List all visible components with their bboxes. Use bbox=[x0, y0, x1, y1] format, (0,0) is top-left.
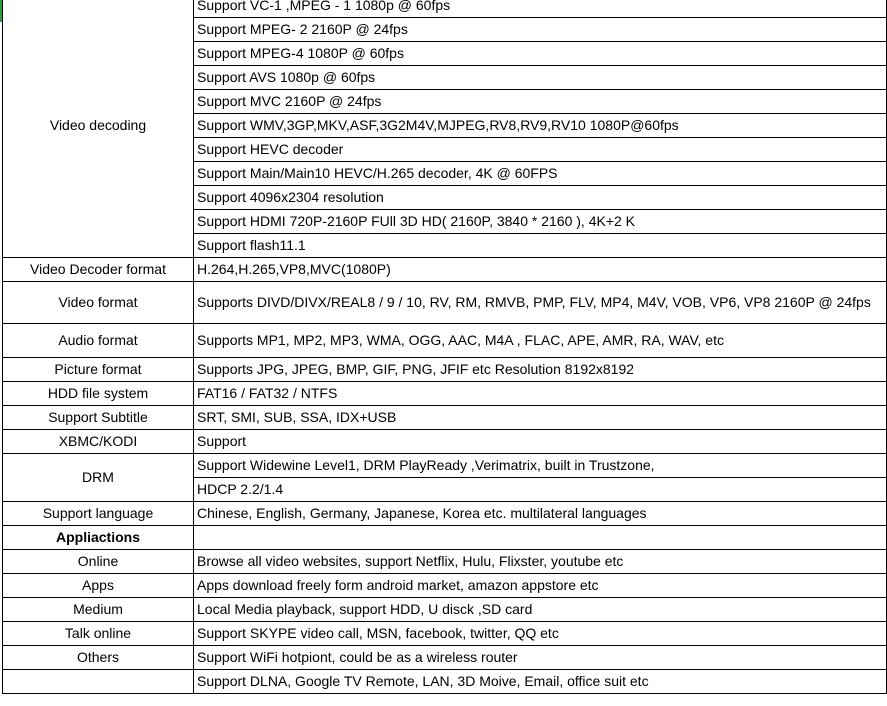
video-format-value[interactable]: Supports DIVD/DIVX/REAL8 / 9 / 10, RV, RM, RMVB, PMP, FLV, MP4, M4V, VOB, VP6, VP8 2160P @ 24fps bbox=[194, 282, 887, 324]
spec-table bbox=[2, 0, 887, 694]
video-decoding-value[interactable]: Support HDMI 720P-2160P FUll 3D HD( 2160P, 3840 * 2160 ), 4K+2 K bbox=[194, 210, 887, 234]
audio-format-value[interactable]: Supports MP1, MP2, MP3, WMA, OGG, AAC, M4A , FLAC, APE, AMR, RA, WAV, etc bbox=[194, 324, 887, 358]
others-value[interactable]: Support WiFi hotpiont, could be as a wireless router bbox=[194, 646, 887, 670]
table-row bbox=[3, 406, 887, 430]
table-row bbox=[3, 502, 887, 526]
support-subtitle-label[interactable]: Support Subtitle bbox=[3, 406, 194, 430]
video-decoding-value[interactable]: Support VC-1 ,MPEG - 1 1080p @ 60fps bbox=[194, 0, 887, 18]
table-row bbox=[3, 324, 887, 358]
video-format-label[interactable]: Video format bbox=[3, 282, 194, 324]
video-decoding-value[interactable]: Support 4096x2304 resolution bbox=[194, 186, 887, 210]
picture-format-label[interactable]: Picture format bbox=[3, 358, 194, 382]
apps-label[interactable]: Apps bbox=[3, 574, 194, 598]
others-label[interactable]: Others bbox=[3, 646, 194, 670]
table-row bbox=[3, 550, 887, 574]
medium-value[interactable]: Local Media playback, support HDD, U disck ,SD card bbox=[194, 598, 887, 622]
table-row bbox=[3, 258, 887, 282]
online-value[interactable]: Browse all video websites, support Netflix, Hulu, Flixster, youtube etc bbox=[194, 550, 887, 574]
video-decoding-value[interactable]: Support MVC 2160P @ 24fps bbox=[194, 90, 887, 114]
table-row bbox=[3, 430, 887, 454]
support-language-value[interactable]: Chinese, English, Germany, Japanese, Korea etc. multilateral languages bbox=[194, 502, 887, 526]
video-decoding-value[interactable]: Support HEVC decoder bbox=[194, 138, 887, 162]
table-row bbox=[3, 454, 887, 478]
support-subtitle-value[interactable]: SRT, SMI, SUB, SSA, IDX+USB bbox=[194, 406, 887, 430]
video-decoding-value[interactable]: Support MPEG- 2 2160P @ 24fps bbox=[194, 18, 887, 42]
drm-value[interactable]: HDCP 2.2/1.4 bbox=[194, 478, 887, 502]
table-row bbox=[3, 0, 887, 18]
apps-value[interactable]: Apps download freely form android market, amazon appstore etc bbox=[194, 574, 887, 598]
drm-value[interactable]: Support Widewine Level1, DRM PlayReady ,Verimatrix, built in Trustzone, bbox=[194, 454, 887, 478]
xbmc-kodi-label[interactable]: XBMC/KODI bbox=[3, 430, 194, 454]
table-row bbox=[3, 598, 887, 622]
video-decoding-value[interactable]: Support WMV,3GP,MKV,ASF,3G2M4V,MJPEG,RV8,RV9,RV10 1080P@60fps bbox=[194, 114, 887, 138]
table-row bbox=[3, 622, 887, 646]
video-decoding-value[interactable]: Support Main/Main10 HEVC/H.265 decoder, 4K @ 60FPS bbox=[194, 162, 887, 186]
table-row bbox=[3, 526, 887, 550]
video-decoding-label[interactable]: Video decoding bbox=[3, 0, 194, 258]
video-decoding-value[interactable]: Support AVS 1080p @ 60fps bbox=[194, 66, 887, 90]
online-label[interactable]: Online bbox=[3, 550, 194, 574]
extra-value[interactable]: Support DLNA, Google TV Remote, LAN, 3D Moive, Email, office suit etc bbox=[194, 670, 887, 694]
talk-online-value[interactable]: Support SKYPE video call, MSN, facebook, twitter, QQ etc bbox=[194, 622, 887, 646]
table-row bbox=[3, 358, 887, 382]
table-row bbox=[3, 574, 887, 598]
hdd-file-system-label[interactable]: HDD file system bbox=[3, 382, 194, 406]
video-decoder-format-label[interactable]: Video Decoder format bbox=[3, 258, 194, 282]
support-language-label[interactable]: Support language bbox=[3, 502, 194, 526]
drm-label[interactable]: DRM bbox=[3, 454, 194, 502]
hdd-file-system-value[interactable]: FAT16 / FAT32 / NTFS bbox=[194, 382, 887, 406]
table-row bbox=[3, 646, 887, 670]
applications-header-value[interactable] bbox=[194, 526, 887, 550]
audio-format-label[interactable]: Audio format bbox=[3, 324, 194, 358]
extra-label[interactable] bbox=[3, 670, 194, 694]
picture-format-value[interactable]: Supports JPG, JPEG, BMP, GIF, PNG, JFIF etc Resolution 8192x8192 bbox=[194, 358, 887, 382]
video-decoder-format-value[interactable]: H.264,H.265,VP8,MVC(1080P) bbox=[194, 258, 887, 282]
talk-online-label[interactable]: Talk online bbox=[3, 622, 194, 646]
xbmc-kodi-value[interactable]: Support bbox=[194, 430, 887, 454]
video-decoding-value[interactable]: Support MPEG-4 1080P @ 60fps bbox=[194, 42, 887, 66]
applications-header[interactable]: Appliactions bbox=[3, 526, 194, 550]
table-row bbox=[3, 282, 887, 324]
video-decoding-value[interactable]: Support flash11.1 bbox=[194, 234, 887, 258]
table-row bbox=[3, 670, 887, 694]
table-row bbox=[3, 382, 887, 406]
medium-label[interactable]: Medium bbox=[3, 598, 194, 622]
